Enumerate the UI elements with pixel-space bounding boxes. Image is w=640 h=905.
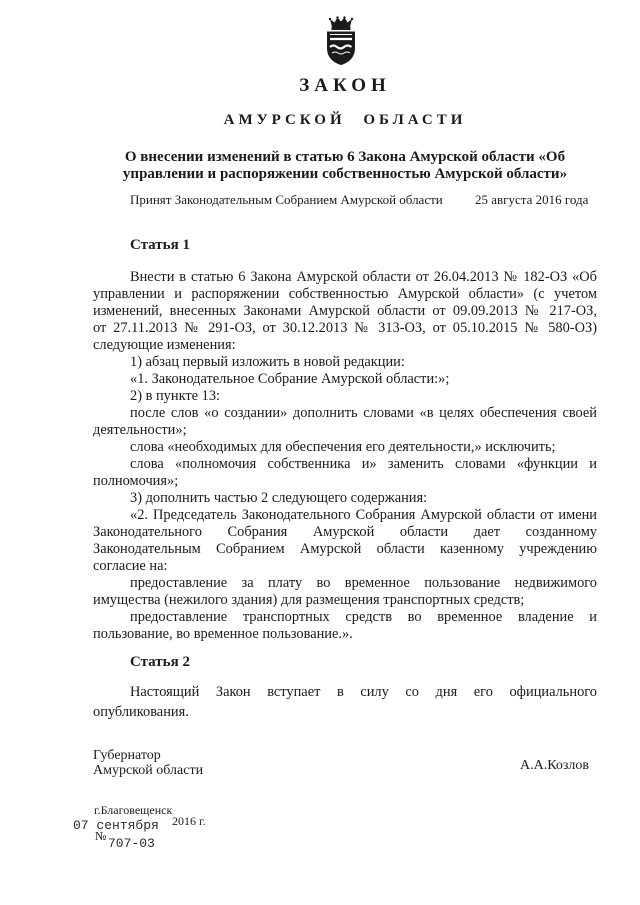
law-subject-line: управлении и распоряжении собственностью Амурской области»: [122, 166, 568, 182]
article-1-line: предоставление транспортных средств во временное владение и: [130, 609, 597, 625]
article-1-line: от 27.11.2013 № 291-ОЗ, от 30.12.2013 № 313-ОЗ, от 05.10.2015 № 580-ОЗ): [93, 320, 597, 336]
article-1-line: 3) дополнить частью 2 следующего содержания:: [130, 490, 428, 506]
signatory-title-line: Амурской области: [93, 763, 204, 778]
signatory-title-line: Губернатор: [93, 748, 161, 763]
article-1-line: слова «необходимых для обеспечения его деятельности,» исключить;: [130, 439, 556, 455]
article-1-line: слова «полномочия собственника и» заменить словами «функции и: [130, 456, 597, 472]
article-1-line: согласие на:: [93, 558, 168, 574]
signatory-name: А.А.Козлов: [520, 758, 589, 773]
article-1-line: пользование, во временное пользование.».: [93, 626, 353, 642]
article-2-heading: Статья 2: [130, 654, 190, 670]
article-1-line: деятельности»;: [93, 422, 187, 438]
article-1-line: Законодательного Собрания Амурской области дает созданному: [93, 524, 597, 540]
registration-number: 707-03: [108, 836, 155, 851]
article-1-line: следующие изменения:: [93, 337, 236, 353]
adoption-date: 25 августа 2016 года: [475, 192, 589, 207]
article-1-line: Внести в статью 6 Закона Амурской области от 26.04.2013 № 182-ОЗ «Об: [130, 269, 597, 285]
signatory-title: [93, 748, 203, 778]
article-1-line: «2. Председатель Законодательного Собрания Амурской области от имени: [130, 507, 597, 523]
article-1-line: предоставление за плату во временное пользование недвижимого: [130, 575, 597, 591]
article-2-line: Настоящий Закон вступает в силу со дня его официального: [130, 684, 597, 700]
article-1-line: имущества (нежилого здания) для размещения транспортных средств;: [93, 592, 525, 608]
article-1-heading: Статья 1: [130, 237, 190, 253]
article-1-line: изменений, внесенных Законами Амурской области от 09.09.2013 № 217-ОЗ,: [93, 303, 597, 319]
article-2-text: [93, 682, 597, 722]
signing-year: 2016 г.: [172, 814, 206, 828]
region-title: АМУРСКОЙ ОБЛАСТИ: [223, 112, 467, 128]
article-1-line: управлении и распоряжении собственностью Амурской области» (с учетом: [93, 286, 597, 302]
signing-city: г.Благовещенск: [94, 803, 173, 817]
article-1-line: 2) в пункте 13:: [130, 388, 221, 404]
article-1-line: 1) абзац первый изложить в новой редакции:: [130, 354, 405, 370]
article-1-text: [93, 269, 597, 643]
signing-date-stamp: 07 сентября: [73, 818, 159, 833]
registration-number-sign: №: [95, 829, 107, 843]
article-1-line: после слов «о создании» дополнить словами «в целях обеспечения своей: [130, 405, 597, 421]
document-type-title: ЗАКОН: [299, 75, 391, 96]
article-1-line: полномочия»;: [93, 473, 179, 489]
article-2-line: опубликования.: [93, 704, 189, 720]
article-1-line: «1. Законодательное Собрание Амурской области:»;: [130, 371, 450, 387]
law-subject: [93, 149, 597, 183]
article-1-line: Законодательным Собранием Амурской области казенному учреждению: [93, 541, 597, 557]
law-subject-line: О внесении изменений в статью 6 Закона Амурской области «Об: [124, 149, 566, 165]
adoption-statement: Принят Законодательным Собранием Амурской области: [130, 192, 443, 207]
amur-oblast-coat-of-arms-icon: [324, 16, 358, 66]
